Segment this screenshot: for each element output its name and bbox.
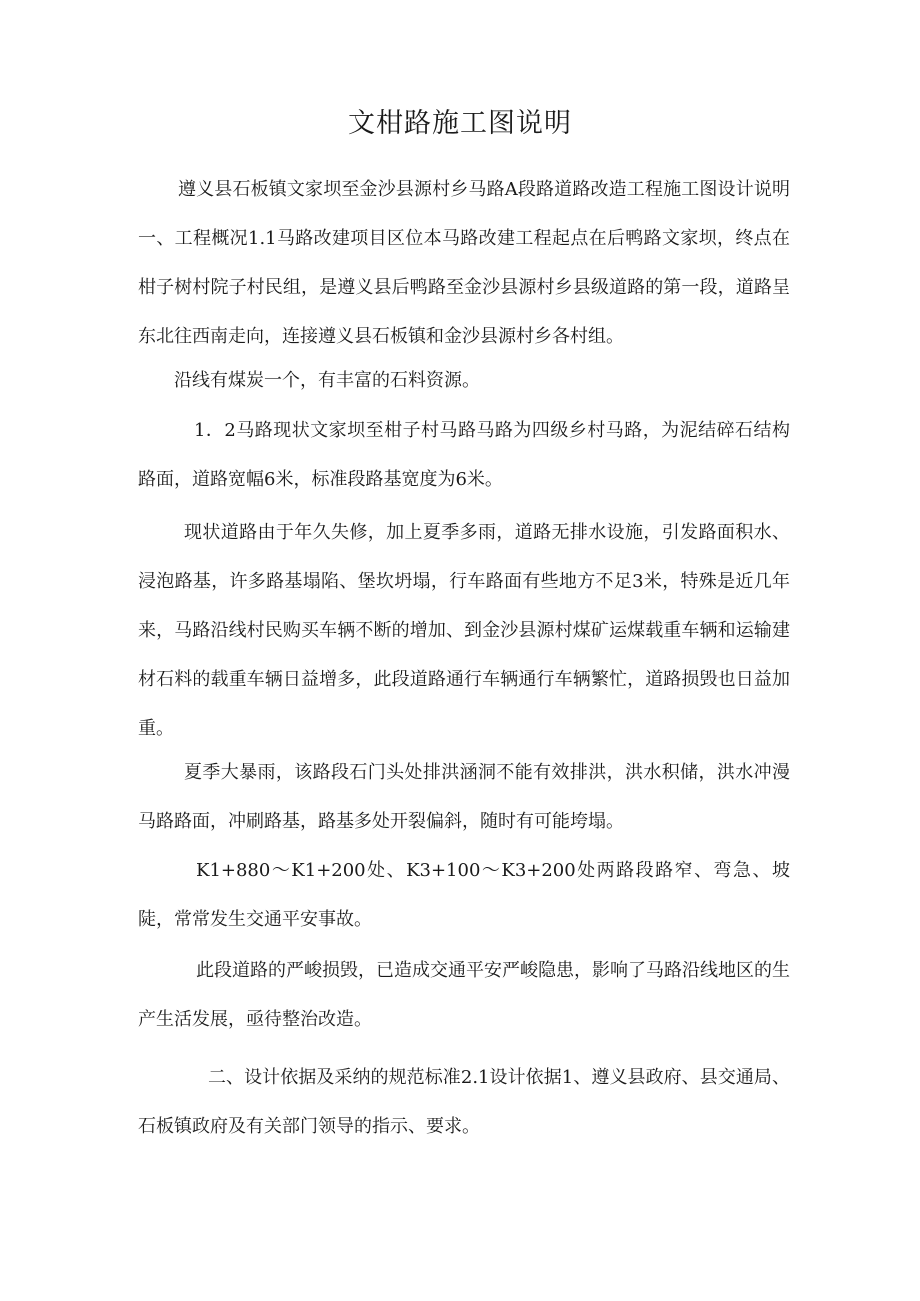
paragraph-resources: 沿线有煤炭一个，有丰富的石料资源。 <box>174 370 480 391</box>
paragraph-current-status: 1．2马路现状文家坝至柑子村马路马路为四级乡村马路，为泥结碎石结构路面，道路宽幅6米，标准段路基宽度为6米。 <box>138 420 790 490</box>
paragraph-design-basis: 二、设计依据及采纳的规范标准2.1设计依据1、遵义县政府、县交通局、石板镇政府及有关部门领导的指示、要求。 <box>138 1067 790 1137</box>
paragraph-road-condition: 现状道路由于年久失修，加上夏季多雨，道路无排水设施，引发路面积水、浸泡路基，许多路基塌陷、堡坎坍塌，行车路面有些地方不足3米，特殊是近几年来，马路沿线村民购买车辆不断的增加、到金沙县源村煤矿运煤载重车辆和运输建材石料的载重车辆日益增多，此段道路通行车辆通行车辆繁忙，道路损毁也日益加重。 <box>138 522 790 739</box>
paragraph-flooding: 夏季大暴雨，该路段石门头处排洪涵洞不能有效排洪，洪水积储，洪水冲漫马路路面，冲刷路基，路基多处开裂偏斜，随时有可能垮塌。 <box>138 762 790 832</box>
paragraph-safety-hazard: 此段道路的严峻损毁，已造成交通平安严峻隐患，影响了马路沿线地区的生产生活发展，亟待整治改造。 <box>138 960 790 1030</box>
document-title: 文柑路施工图说明 <box>348 108 572 139</box>
paragraph-danger-sections: K1+880～K1+200处、K3+100～K3+200处两路段路窄、弯急、坡陡，常常发生交通平安事故。 <box>138 860 790 930</box>
paragraph-overview: 遵义县石板镇文家坝至金沙县源村乡马路A段路道路改造工程施工图设计说明一、工程概况1.1马路改建项目区位本马路改建工程起点在后鸭路文家坝，终点在柑子树村院子村民组，是遵义县后鸭路至金沙县源村乡县级道路的第一段，道路呈东北往西南走向，连接遵义县石板镇和金沙县源村乡各村组。 <box>138 179 790 347</box>
